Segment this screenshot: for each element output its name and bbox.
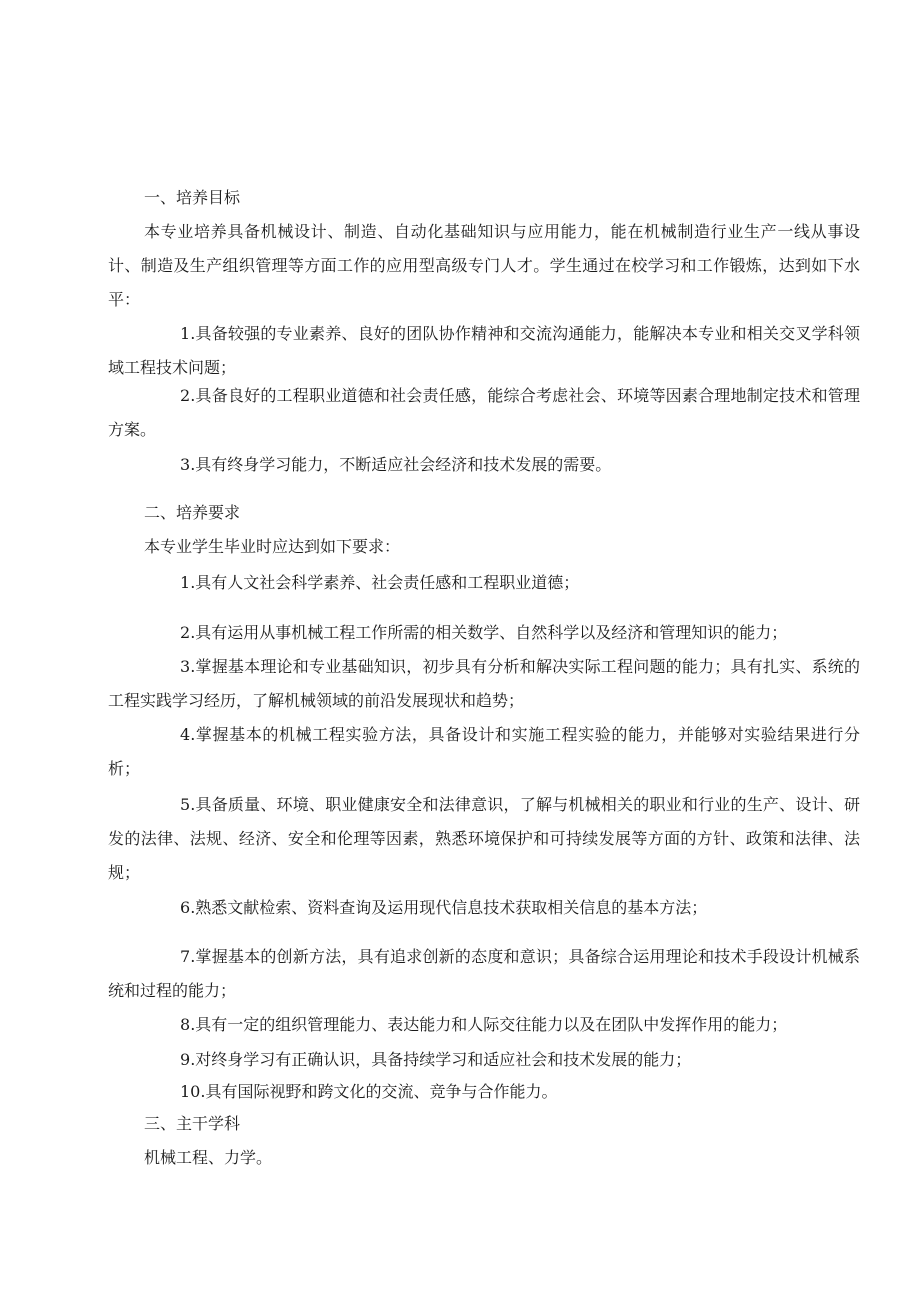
list-item (108, 650, 860, 718)
list-item-text: .具有一定的组织管理能力、表达能力和人际交往能力以及在团队中发挥作用的能力； (190, 1015, 788, 1034)
list-item-text: .具有终身学习能力，不断适应社会经济和技术发展的需要。 (190, 455, 612, 474)
list-item-text: .掌握基本理论和专业基础知识，初步具有分析和解决实际工程问题的能力；具有扎实、系统的工程实践学习经历，了解机械领域的前沿发展现状和趋势； (108, 657, 860, 710)
section-heading-training-goals: 一、培养目标 (144, 188, 241, 207)
list-item (108, 1043, 860, 1077)
list-item-number: 8 (180, 1015, 191, 1034)
list-item-text: .具备较强的专业素养、良好的团队协作精神和交流沟通能力，能解决本专业和相关交叉学科领域工程技术问题； (108, 324, 860, 377)
list-item-number: 4 (180, 725, 191, 744)
list-item-number: 9 (180, 1050, 191, 1069)
list-item-number: 3 (180, 657, 191, 676)
list-item-number: 1 (180, 324, 191, 343)
section-intro-main-disciplines: 机械工程、力学。 (144, 1148, 273, 1167)
list-item-text: .具有人文社会科学素养、社会责任感和工程职业道德； (190, 573, 580, 592)
list-item (108, 317, 860, 385)
list-item (108, 566, 860, 600)
list-item-text: .掌握基本的创新方法，具有追求创新的态度和意识；具备综合运用理论和技术手段设计机械系统和过程的能力； (108, 947, 860, 1000)
list-item-number: 3 (180, 455, 191, 474)
list-item-number: 2 (180, 623, 191, 642)
list-item (108, 616, 860, 650)
list-item-text: .具有运用从事机械工程工作所需的相关数学、自然科学以及经济和管理知识的能力； (190, 623, 788, 642)
list-item-number: 1 (180, 573, 191, 592)
list-item (108, 718, 860, 786)
list-item-text: .对终身学习有正确认识，具备持续学习和适应社会和技术发展的能力； (190, 1050, 692, 1069)
list-item-text: .具有国际视野和跨文化的交流、竞争与合作能力。 (200, 1082, 558, 1101)
list-item (108, 1008, 860, 1042)
list-item-text: .具备良好的工程职业道德和社会责任感，能综合考虑社会、环境等因素合理地制定技术和管理方案。 (108, 386, 860, 439)
list-item-text: .熟悉文献检索、资料查询及运用现代信息技术获取相关信息的基本方法； (190, 898, 708, 917)
section-intro-training-goals: 本专业培养具备机械设计、制造、自动化基础知识与应用能力，能在机械制造行业生产一线从事设计、制造及生产组织管理等方面工作的应用型高级专门人才。学生通过在校学习和工作锻炼，达到如下水平： (108, 222, 860, 309)
list-item-number: 2 (180, 386, 191, 405)
list-item-number: 6 (180, 898, 191, 917)
list-item (108, 940, 860, 1008)
list-item-text: .具备质量、环境、职业健康安全和法律意识，了解与机械相关的职业和行业的生产、设计、研发的法律、法规、经济、安全和伦理等因素，熟悉环境保护和可持续发展等方面的方针、政策和法律、法规； (108, 795, 860, 882)
section-heading-training-requirements: 二、培养要求 (144, 503, 241, 522)
list-item-number: 7 (180, 947, 191, 966)
list-item (108, 448, 860, 482)
list-item (108, 788, 860, 890)
list-item (108, 1075, 860, 1109)
list-item (108, 891, 860, 925)
list-item (108, 379, 860, 447)
list-item-number: 5 (180, 795, 191, 814)
section-heading-main-disciplines: 三、主干学科 (144, 1114, 241, 1133)
section-intro-training-requirements: 本专业学生毕业时应达到如下要求： (144, 537, 401, 556)
list-item-number: 10 (180, 1082, 201, 1101)
list-item-text: .掌握基本的机械工程实验方法，具备设计和实施工程实验的能力，并能够对实验结果进行分析； (108, 725, 860, 778)
